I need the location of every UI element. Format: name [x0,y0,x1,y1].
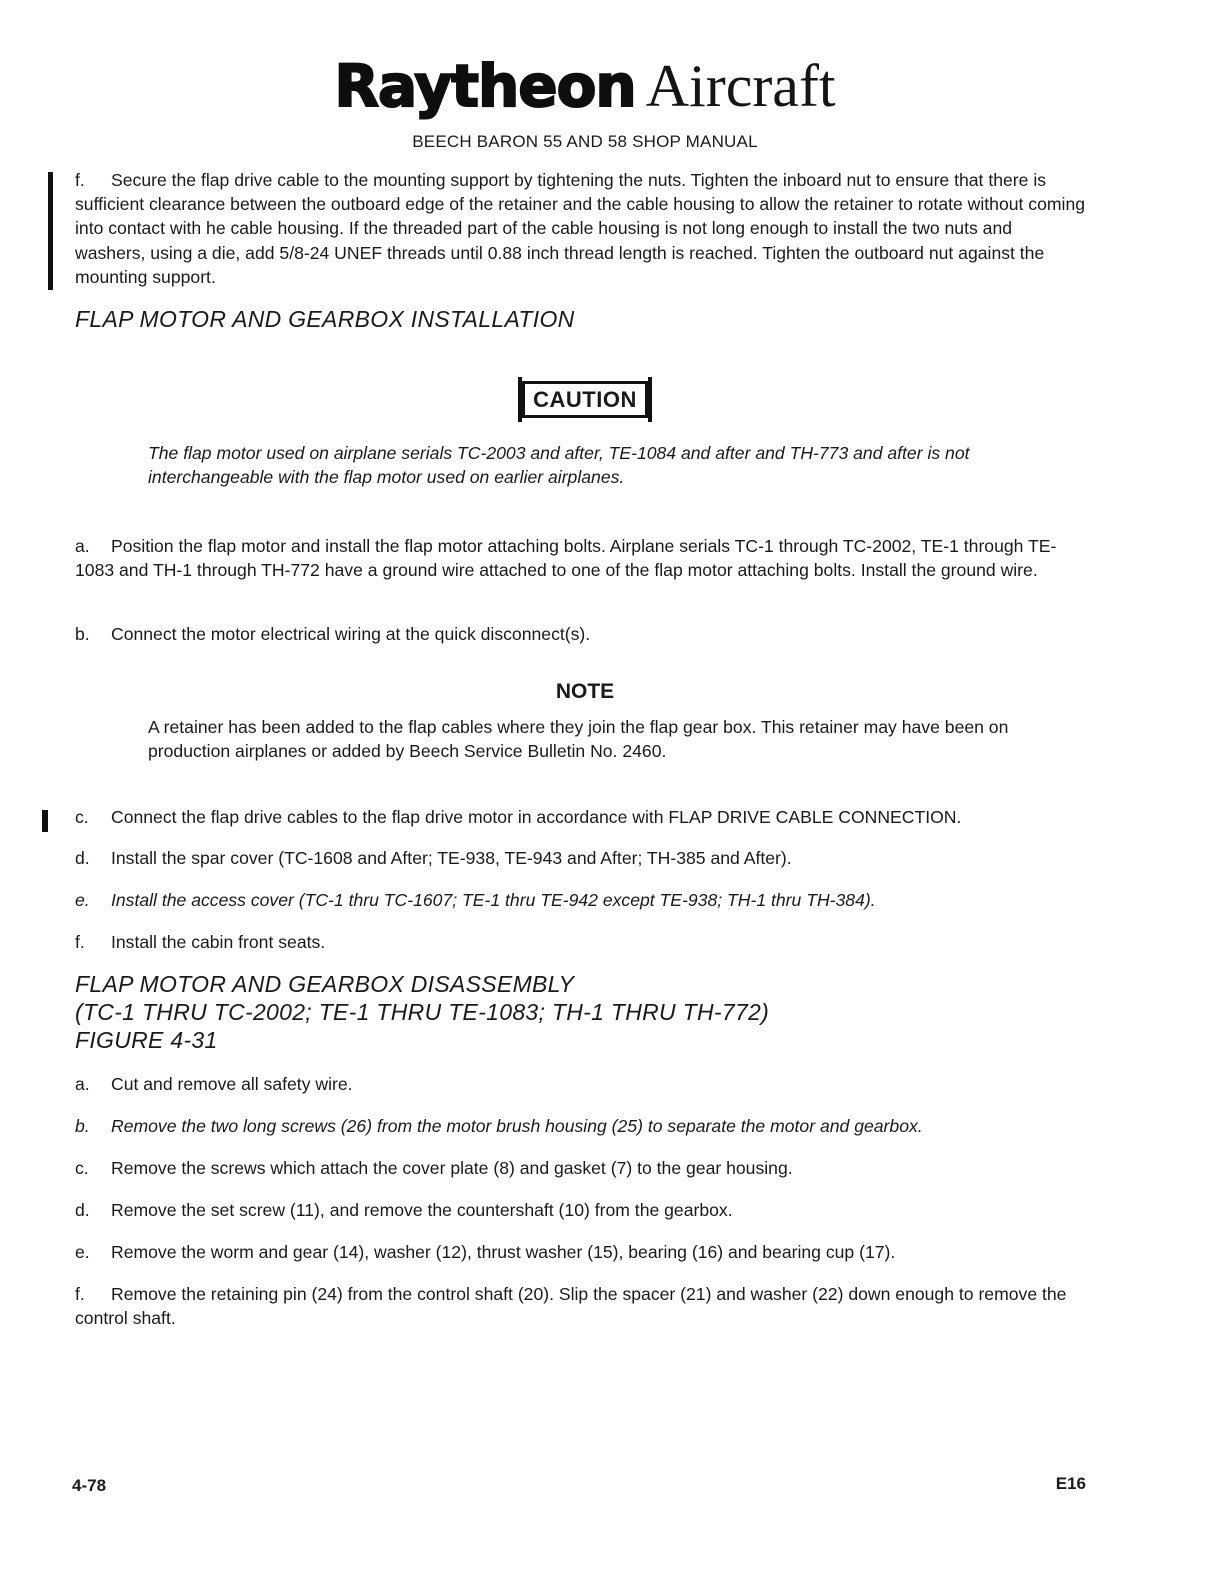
note-title: NOTE [555,680,615,703]
step-text: Install the access cover (TC-1 thru TC-1607; TE-1 thru TE-942 except TE-938; TH-1 thru TH-384). [111,890,876,910]
disassembly-step-c [75,1156,1087,1180]
step-label: d. [75,1200,90,1220]
change-bar-small [42,810,48,832]
install-step-d [75,846,1087,870]
change-bar [48,172,53,290]
install-step-f [75,930,1087,954]
step-label: e. [75,890,90,910]
caution-badge [0,381,1170,418]
disassembly-step-b [75,1114,1087,1138]
step-label: e. [75,1242,90,1262]
raytheon-logo [0,52,1170,121]
page-number: 4-78 [72,1476,107,1495]
step-label: a. [75,536,90,556]
step-text: Connect the flap drive cables to the flap drive motor in accordance with FLAP DRIVE CABLE CONNECTION. [111,807,962,827]
step-label: c. [75,807,89,827]
intro-step [75,168,1087,289]
step-text: Remove the set screw (11), and remove the countershaft (10) from the gearbox. [111,1200,733,1220]
step-text: Remove the two long screws (26) from the motor brush housing (25) to separate the motor and gearbox. [111,1116,923,1136]
step-label: f. [75,932,85,952]
revision-code: E16 [1055,1474,1086,1493]
intro-step-text: Secure the flap drive cable to the mounting support by tightening the nuts. Tighten the inboard nut to ensure that there is sufficient clearance between the outboard edge of the retainer and the cable housing to allow the retainer to rotate without coming into contact with he cable housing. If the threaded part of the cable housing is not long enough to install the two nuts and washers, using a die, add 5/8-24 UNEF threads until 0.88 inch thread length is reached. Tighten the outboard nut against the mounting support. [75,170,1086,287]
step-label: a. [75,1074,90,1094]
step-label: d. [75,848,90,868]
disassembly-step-a [75,1072,1087,1096]
install-step-a [75,534,1087,582]
step-label: b. [75,624,90,644]
install-step-b [75,622,1087,646]
step-text: Remove the screws which attach the cover plate (8) and gasket (7) to the gear housing. [111,1158,793,1178]
step-text: Cut and remove all safety wire. [111,1074,353,1094]
logo-suffix: Aircraft [645,53,836,119]
step-text: Connect the motor electrical wiring at the quick disconnect(s). [111,624,591,644]
step-label: c. [75,1158,89,1178]
install-step-e [75,888,1087,912]
step-text: Install the spar cover (TC-1608 and After; TE-938, TE-943 and After; TH-385 and After). [111,848,792,868]
disassembly-heading-line3: FIGURE 4-31 [75,1027,218,1053]
step-text: Remove the retaining pin (24) from the control shaft (20). Slip the spacer (21) and washer (22) down enough to remove the control shaft. [75,1284,1067,1329]
manual-title: BEECH BARON 55 AND 58 SHOP MANUAL [412,132,758,151]
disassembly-step-d [75,1198,1087,1222]
logo-brand: Raytheon [334,52,636,120]
step-label: f. [75,1284,85,1304]
install-step-c [75,805,1087,829]
intro-step-label: f. [75,170,85,190]
step-text: Position the flap motor and install the flap motor attaching bolts. Airplane serials TC-1 through TC-2002, TE-1 through TE-1083 and TH-1 through TH-772 have a ground wire attached to one of the flap motor attaching bolts. Install the ground wire. [75,536,1057,581]
step-text: Remove the worm and gear (14), washer (12), thrust washer (15), bearing (16) and bearing cup (17). [111,1242,896,1262]
caution-text: The flap motor used on airplane serials TC-2003 and after, TE-1084 and after and TH-773 and after is not interchangeable with the flap motor used on earlier airplanes. [148,443,970,488]
disassembly-step-e [75,1240,1087,1264]
installation-heading: FLAP MOTOR AND GEARBOX INSTALLATION [75,306,575,332]
step-text: Install the cabin front seats. [111,932,326,952]
disassembly-heading-line2: (TC-1 THRU TC-2002; TE-1 THRU TE-1083; TH-1 THRU TH-772) [75,999,770,1025]
note-text: A retainer has been added to the flap cables where they join the flap gear box. This retainer may have been on production airplanes or added by Beech Service Bulletin No. 2460. [148,717,1009,762]
disassembly-heading-line1: FLAP MOTOR AND GEARBOX DISASSEMBLY [75,971,575,997]
disassembly-step-f [75,1282,1087,1330]
step-label: b. [75,1116,90,1136]
caution-label: CAUTION [522,381,648,418]
